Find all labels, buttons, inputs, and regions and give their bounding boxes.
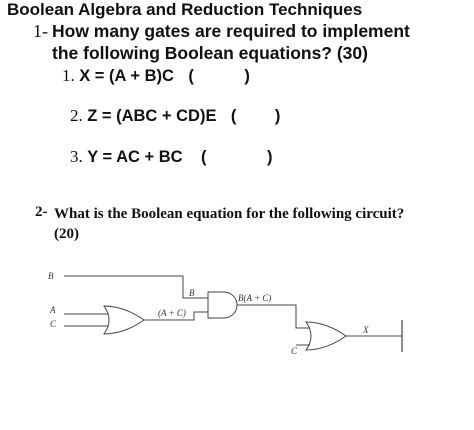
question-2-line-2: (20) (54, 226, 79, 242)
equation-3-answer-open: ( (201, 148, 207, 166)
label-input-b: B (48, 271, 54, 281)
or-gate-1 (104, 306, 144, 334)
equation-2-number: 2. (70, 106, 83, 125)
equation-2-expression: Z = (ABC + CD)E (87, 107, 217, 125)
or-gate-2 (306, 322, 346, 350)
equation-3-number: 3. (70, 147, 83, 166)
question-2-number: 2- (35, 204, 48, 220)
label-input-a: A (50, 305, 56, 315)
equation-3-answer-close: ) (266, 148, 273, 166)
label-input-c: C (50, 319, 57, 329)
question-1-number: 1- (33, 21, 48, 41)
equation-1-answer-open: ( (188, 67, 194, 85)
label-and-output: B(A + C) (238, 293, 272, 303)
equation-3-expression: Y = AC + BC (87, 148, 183, 166)
equation-2-answer-close: ) (274, 107, 281, 125)
question-1-line-2: the following Boolean equations? (30) (52, 43, 368, 63)
wire-b-input (64, 276, 208, 298)
equation-2-answer-open: ( (230, 107, 237, 125)
question-2-line-1: What is the Boolean equation for the following circuit? (54, 206, 405, 222)
label-and-input-b: B (189, 288, 195, 298)
label-or1-output: (A + C) (158, 308, 186, 318)
and-gate (208, 292, 237, 318)
label-or2-input-c: C (291, 346, 298, 356)
question-1-line-1: How many gates are required to implement (52, 21, 410, 41)
equation-1-answer-close: ) (244, 67, 250, 85)
label-output-x: X (363, 325, 369, 335)
equation-1-expression: X = (A + B)C (79, 67, 174, 85)
document-title: Boolean Algebra and Reduction Techniques (7, 0, 363, 19)
equation-1-number: 1. (62, 66, 75, 85)
wire-and-to-or2 (237, 305, 310, 328)
